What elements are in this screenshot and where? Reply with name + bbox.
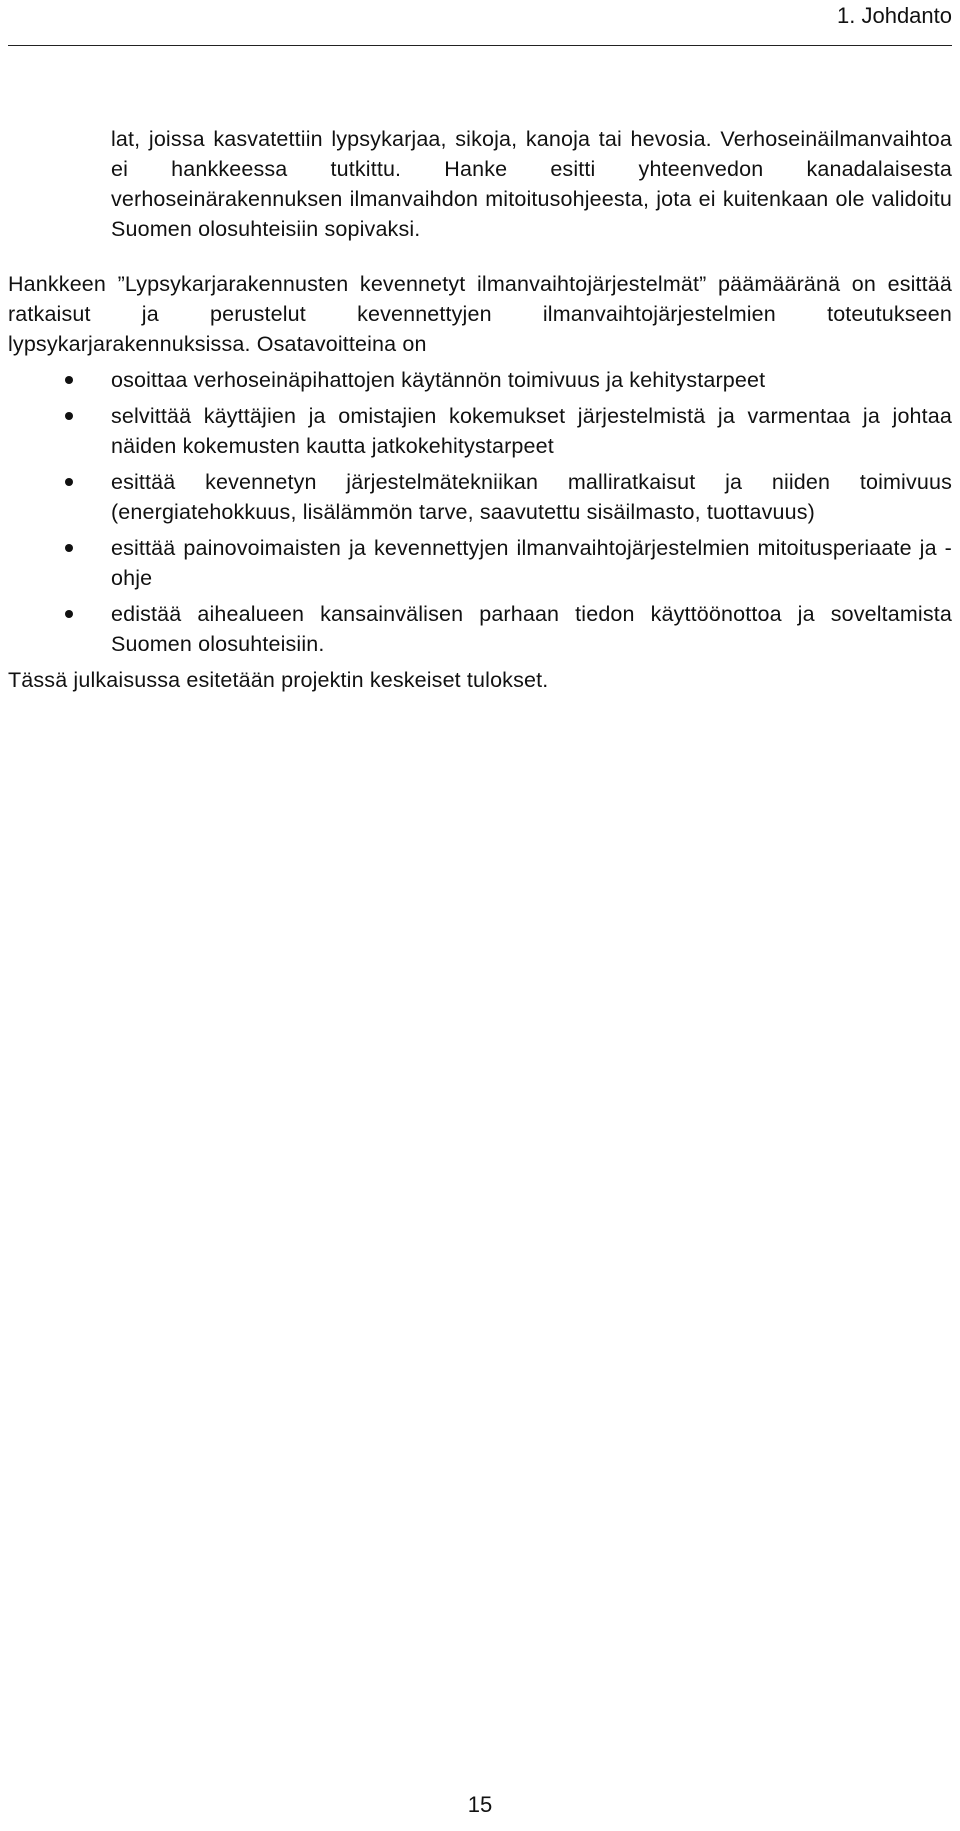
list-item (111, 599, 952, 659)
body-paragraph-2: Hankkeen ”Lypsykarjarakennusten kevennetyt ilmanvaihtojärjestelmät” päämääränä on esittää ratkaisut ja perustelut kevennettyjen ilmanvaihtojärjestelmien toteutukseen lypsykarjarakennuksissa. Osatavoitteina on (8, 272, 952, 356)
list-item (111, 533, 952, 593)
bullet-icon (65, 376, 73, 384)
running-header-chapter: 1. Johdanto (837, 3, 952, 28)
page-number: 15 (467, 1792, 493, 1817)
list-item-text: osoittaa verhoseinäpihattojen käytännön toimivuus ja kehitystarpeet (111, 368, 766, 392)
list-item (111, 365, 952, 395)
bullet-icon (65, 412, 73, 420)
page-content (8, 124, 952, 695)
list-item-text: esittää kevennetyn järjestelmätekniikan malliratkaisut ja niiden toimivuus (energiatehokkuus, lisälämmön tarve, saavutettu sisäilmasto, tuottavuus) (111, 470, 952, 524)
list-item (111, 401, 952, 461)
objectives-list (111, 365, 952, 659)
bullet-icon (65, 478, 73, 486)
body-paragraph-1: lat, joissa kasvatettiin lypsykarjaa, sikoja, kanoja tai hevosia. Verhoseinäilmanvaihtoa ei hankkeessa tutkittu. Hanke esitti yhteenvedon kanadalaisesta verhoseinärakennuksen ilmanvaihdon mitoitusohjeesta, jota ei kuitenkaan ole validoitu Suomen olosuhteisiin sopivaksi. (111, 127, 952, 241)
body-paragraph-3: Tässä julkaisussa esitetään projektin keskeiset tulokset. (8, 668, 549, 692)
list-item-text: edistää aihealueen kansainvälisen parhaan tiedon käyttöönottoa ja soveltamista Suomen olosuhteisiin. (111, 602, 952, 656)
list-item-text: selvittää käyttäjien ja omistajien kokemukset järjestelmistä ja varmentaa ja johtaa näiden kokemusten kautta jatkokehitystarpeet (111, 404, 952, 458)
bullet-icon (65, 610, 73, 618)
list-item (111, 467, 952, 527)
header-divider (8, 45, 952, 46)
bullet-icon (65, 544, 73, 552)
list-item-text: esittää painovoimaisten ja kevennettyjen ilmanvaihtojärjestelmien mitoitusperiaate ja -ohje (111, 536, 952, 590)
